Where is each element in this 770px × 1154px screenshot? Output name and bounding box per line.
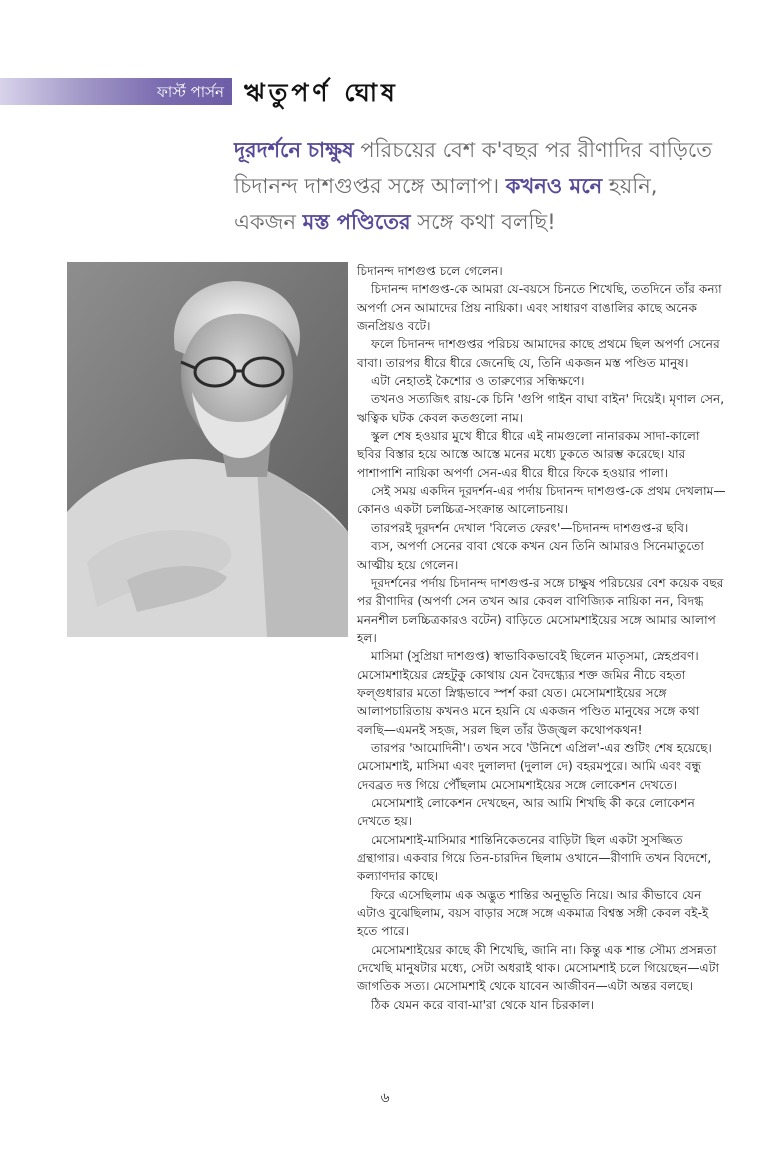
article-paragraph: দূরদর্শনের পর্দায় চিদানন্দ দাশগুপ্ত-র সঙ্গে চাক্ষুষ পরিচয়ের বেশ কয়েক বছর পর রীণাদির (অপর্ণা সেন তখন আর কেবল বাণিজ্যিক নায়িকা নন, বিদগ্ধ মননশীল চলচ্চিত্রকারও বটেন) বাড়িতে মেসোমশাইয়ের সঙ্গে আমার আলাপ হল। <box>357 575 724 645</box>
article-paragraph: তারপরই দূরদর্শন দেখাল 'বিলেত ফেরৎ'—চিদানন্দ দাশগুপ্ত-র ছবি। <box>371 520 689 535</box>
section-label: ফার্স্ট পার্সন <box>156 83 224 101</box>
pull-quote-highlight: কখনও মনে <box>505 174 603 198</box>
portrait-illustration <box>67 262 348 637</box>
pull-quote-highlight: দূরদর্শনে <box>234 138 302 162</box>
article-paragraph: ঠিক যেমন করে বাবা-মা'রা থেকে যান চিরকাল। <box>371 997 595 1012</box>
pull-quote <box>234 132 714 240</box>
pull-quote-text: হয়নি, একজন <box>234 174 658 234</box>
section-band <box>0 78 232 105</box>
article-paragraph: ফিরে এসেছিলাম এক অদ্ভুত শান্তির অনুভূতি নিয়ে। আর কীভাবে যেন এটাও বুঝেছিলাম, বয়স বাড়ার সঙ্গে সঙ্গে একমাত্র বিশ্বস্ত সঙ্গী কেবল বই-ই হতে পারে। <box>357 887 709 939</box>
article-paragraph: মাসিমা (সুপ্রিয়া দাশগুপ্ত) স্বাভাবিকভাবেই ছিলেন মাতৃসমা, স্নেহপ্রবণ। মেসোমশাইয়ের স্নেহটুকু কোথায় যেন বৈদগ্ধ্যের শক্ত জমির নীচে বহতা ফল্গুধারার মতো স্নিগ্ধভাবে স্পর্শ করা যেত। মেসোমশাইয়ের সঙ্গে আলাপচারিতায় কখনও মনে হয়নি যে একজন পণ্ডিত মানুষের সঙ্গে কথা বলছি—এমনই সহজ, সরল ছিল তাঁর উজ্জ্বল কথোপকথন! <box>357 649 700 737</box>
article-paragraph: মেসোমশাই-মাসিমার শান্তিনিকেতনের বাড়িটা ছিল একটা সুসজ্জিত গ্রন্থাগার। একবার গিয়ে তিন-চারদিন ছিলাম ওখানে—রীণাদি তখন বিদেশে, কল্যাণদার কাছে। <box>357 832 712 884</box>
pull-quote-text: পরিচয়ের বেশ ক'বছর পর রীণাদির বাড়িতে চিদানন্দ দাশগুপ্তর সঙ্গে আলাপ। <box>234 138 713 198</box>
article-paragraph: এটা নেহাতই কৈশোর ও তারুণ্যের সন্ধিক্ষণে। <box>371 374 585 389</box>
article-lead: চিদানন্দ দাশগুপ্ত চলে গেলেন। <box>357 264 503 278</box>
article-body <box>357 262 727 1014</box>
article-paragraph: ব্যস, অপর্ণা সেনের বাবা থেকে কখন যেন তিনি আমারও সিনেমাতুতো আত্মীয় হয়ে গেলেন। <box>357 539 704 572</box>
article-paragraph: তখনও সত্যজিৎ রায়-কে চিনি 'গুপি গাইন বাঘা বাইন' দিয়েই। মৃণাল সেন, ঋত্বিক ঘটক কেবল কতগুলো নাম। <box>357 392 725 425</box>
pull-quote-text <box>301 138 308 162</box>
pull-quote-text: সঙ্গে কথা বলছি! <box>410 210 556 234</box>
pull-quote-highlight: চাক্ষুষ <box>307 138 354 162</box>
article-paragraph: চিদানন্দ দাশগুপ্ত-কে আমরা যে-বয়সে চিনতে শিখেছি, ততদিনে তাঁর কন্যা অপর্ণা সেন আমাদের প্রিয় নায়িকা। এবং সাধারণ বাঙালির কাছে অনেক জনপ্রিয়ও বটে। <box>357 282 722 334</box>
article-paragraph: মেসোমশাই লোকেশন দেখছেন, আর আমি শিখছি কী করে লোকেশন দেখতে হয়। <box>357 795 695 829</box>
portrait-photo <box>67 262 348 637</box>
article-paragraph: তারপর 'আমোদিনী'। তখন সবে 'উনিশে এপ্রিল'-এর শুটিং শেষ হয়েছে। মেসোমশাই, মাসিমা এবং দুলালদা (দুলাল দে) বহরমপুরে। আমি এবং বন্ধু দেবব্রত দত্ত গিয়ে পৌঁছলাম মেসোমশাইয়ের সঙ্গে লোকেশন দেখতে। <box>357 740 712 792</box>
page-number: ৬ <box>380 1090 390 1106</box>
article-paragraph: মেসোমশাইয়ের কাছে কী শিখেছি, জানি না। কিন্তু এক শান্ত সৌম্য প্রসন্নতা দেখেছি মানুষটার মধ্যে, সেটা অধরাই থাক। মেসোমশাই চলে গিয়েছেন—এটা জাগতিক সত্য। মেসোমশাই থেকে যাবেন আজীবন—এটা অন্তর বলছে। <box>357 942 719 994</box>
article-paragraph: ফলে চিদানন্দ দাশগুপ্তর পরিচয় আমাদের কাছে প্রথমে ছিল অপর্ণা সেনের বাবা। তারপর ধীরে ধীরে জেনেছি যে, তিনি একজন মস্ত পণ্ডিত মানুষ। <box>357 337 720 370</box>
pull-quote-highlight: মস্ত পণ্ডিতের <box>302 210 411 234</box>
article-paragraph: সেই সময় একদিন দূরদর্শন-এর পর্দায় চিদানন্দ দাশগুপ্ত-কে প্রথম দেখলাম—কোনও একটা চলচ্চিত্র-সংক্রান্ত আলোচনায়। <box>357 484 726 517</box>
article-paragraph: স্কুল শেষ হওয়ার মুখে ধীরে ধীরে এই নামগুলো নানারকম সাদা-কালো ছবির বিস্তার হয়ে আস্তে আস্তে মনের মধ্যে ঢুকতে আরম্ভ করেছে। যার পাশাপাশি নায়িকা অপর্ণা সেন-এর ধীরে ধীরে ফিকে হওয়ার পালা। <box>357 429 700 480</box>
author-name: ঋতুপর্ণ ঘোষ <box>244 78 399 107</box>
